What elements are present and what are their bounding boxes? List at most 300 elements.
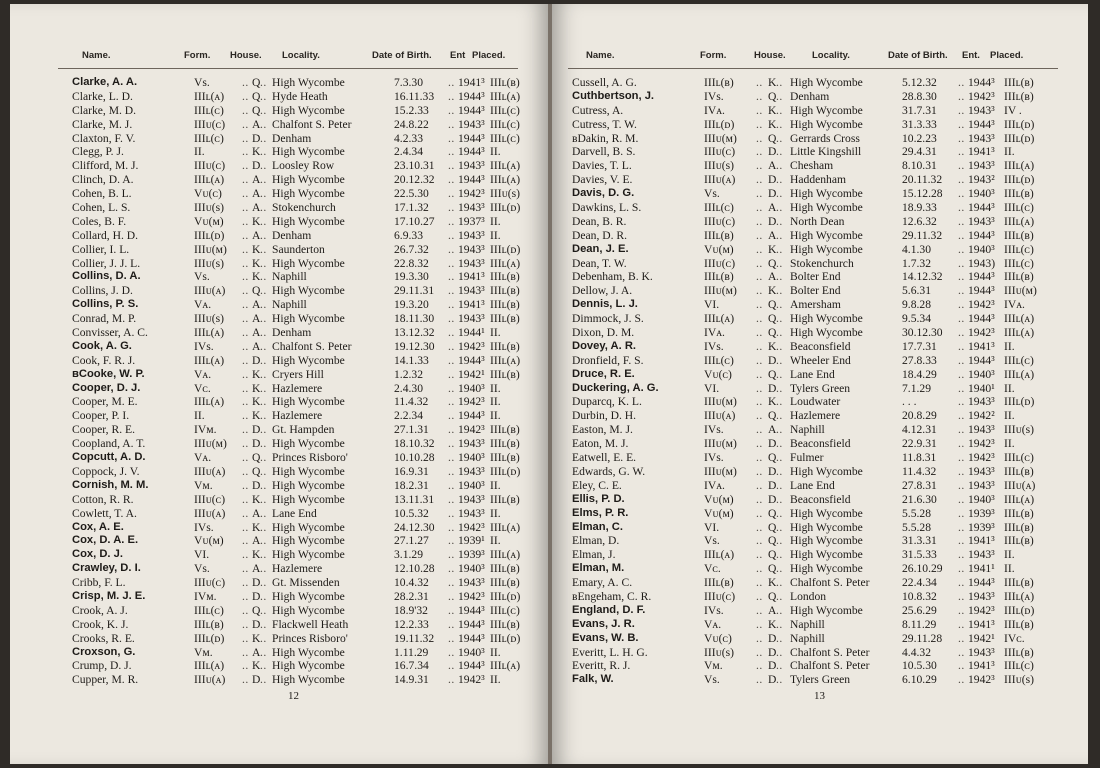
cell-house: K [768, 284, 777, 298]
leader-dots: .. [260, 617, 267, 631]
cell-dob: 18.10.32 [394, 437, 435, 451]
cell-house: D [768, 631, 777, 645]
cell-house: Q [768, 562, 777, 576]
cell-ent: 1943³ [968, 214, 995, 228]
leader-dots: .. [776, 187, 783, 201]
cell-placed: II. [1004, 381, 1015, 395]
cell-locality: Beaconsfield [790, 437, 851, 451]
leader-dots: .. [242, 326, 249, 340]
cell-ent: 1939¹ [458, 534, 485, 548]
cell-house: K [252, 659, 261, 673]
cell-placed: IIIʟ(ᴀ) [1004, 367, 1035, 381]
cell-locality: High Wycombe [272, 548, 345, 562]
leader-dots: .. [448, 437, 455, 451]
leader-dots: .. [242, 464, 249, 478]
leader-dots: .. [776, 506, 783, 520]
cell-name: ʙDakin, R. M. [572, 131, 639, 145]
cell-ent: 1940³ [458, 645, 485, 659]
leader-dots: .. [260, 367, 267, 381]
cell-name: Dennis, L. J. [572, 298, 638, 311]
cell-form: Vᴍ. [704, 659, 723, 673]
leader-dots: .. [242, 284, 249, 298]
cell-name: Ellis, P. D. [572, 492, 625, 505]
leader-dots: .. [776, 284, 783, 298]
cell-house: A [252, 228, 261, 242]
leader-dots: .. [776, 645, 783, 659]
cell-locality: Stokenchurch [272, 201, 336, 215]
leader-dots: .. [776, 131, 783, 145]
cell-placed: II. [490, 506, 501, 520]
leader-dots: .. [776, 256, 783, 270]
cell-placed: IIIʟ(ᴀ) [490, 353, 521, 367]
cell-placed: IIIʟ(ʙ) [490, 270, 520, 284]
cell-dob: 10.5.32 [394, 506, 429, 520]
cell-house: Q [252, 603, 261, 617]
cell-dob: 19.12.30 [394, 339, 435, 353]
leader-dots: .. [260, 214, 267, 228]
cell-locality: Chalfont S. Peter [790, 659, 870, 673]
cell-name: Edwards, G. W. [572, 464, 646, 478]
cell-house: D [768, 187, 777, 201]
leader-dots: .. [756, 492, 763, 506]
cell-ent: 1944¹ [458, 326, 485, 340]
cell-dob: 14.12.32 [902, 270, 943, 284]
leader-dots: .. [448, 242, 455, 256]
cell-form: IIIʟ(ʙ) [704, 270, 734, 284]
leader-dots: .. [776, 326, 783, 340]
cell-locality: Chalfont S. Peter [790, 645, 870, 659]
cell-placed: IIIʟ(ᴀ) [490, 173, 521, 187]
leader-dots: .. [776, 159, 783, 173]
header-rule [58, 68, 518, 69]
cell-locality: Tylers Green [790, 673, 851, 687]
cell-dob: 16.11.33 [394, 89, 435, 103]
cell-name: England, D. F. [572, 603, 646, 616]
cell-house: D [252, 589, 261, 603]
cell-house: D [768, 659, 777, 673]
leader-dots: .. [260, 520, 267, 534]
cell-name: Dellow, J. A. [572, 284, 633, 298]
cell-form: Vᴜ(ᴍ) [194, 214, 224, 228]
leader-dots: .. [260, 576, 267, 590]
cell-ent: 1943³ [458, 312, 485, 326]
cell-dob: 20.8.29 [902, 409, 937, 423]
leader-dots: .. [776, 451, 783, 465]
cell-form: IIIʟ(ᴄ) [194, 603, 224, 617]
cell-locality: High Wycombe [790, 201, 863, 215]
leader-dots: .. [242, 423, 249, 437]
cell-ent: 1937³ [458, 214, 485, 228]
cell-dob: 18.4.29 [902, 367, 937, 381]
leader-dots: .. [756, 395, 763, 409]
cell-house: K [768, 617, 777, 631]
cell-name: Elman, M. [572, 562, 625, 575]
cell-name: Dean, J. E. [572, 242, 629, 255]
cell-placed: IIIʟ(ᴄ) [1004, 451, 1034, 465]
leader-dots: .. [448, 409, 455, 423]
leader-dots: .. [448, 214, 455, 228]
cell-ent: 1944³ [458, 353, 485, 367]
leader-dots: .. [776, 339, 783, 353]
cell-form: Vᴜ(ᴄ) [704, 631, 732, 645]
leader-dots: .. [958, 409, 965, 423]
cell-locality: Denham [272, 228, 312, 242]
cell-ent: 1942³ [458, 423, 485, 437]
cell-form: IIIᴜ(ᴍ) [704, 131, 737, 145]
cell-placed: IIIʟ(ᴄ) [1004, 201, 1034, 215]
leader-dots: .. [756, 339, 763, 353]
cell-locality: Wheeler End [790, 353, 851, 367]
leader-dots: .. [776, 603, 783, 617]
cell-placed: IIIʟ(ᴅ) [1004, 395, 1035, 409]
leader-dots: .. [958, 673, 965, 687]
leader-dots: .. [242, 298, 249, 312]
cell-placed: II. [490, 381, 501, 395]
cell-ent: 1941³ [968, 534, 995, 548]
cell-dob: 12.6.32 [902, 214, 937, 228]
header-placed: Placed. [990, 50, 1024, 61]
leader-dots: .. [448, 117, 455, 131]
right-page [552, 4, 1088, 764]
leader-dots: .. [958, 214, 965, 228]
leader-dots: .. [242, 409, 249, 423]
cell-name: Cox, D. A. E. [72, 534, 139, 547]
cell-name: Davies, V. E. [572, 173, 633, 187]
cell-locality: High Wycombe [790, 228, 863, 242]
cell-locality: High Wycombe [790, 312, 863, 326]
leader-dots: .. [448, 326, 455, 340]
leader-dots: .. [260, 548, 267, 562]
leader-dots: .. [242, 673, 249, 687]
cell-form: IVᴀ. [704, 103, 725, 117]
leader-dots: .. [776, 173, 783, 187]
leader-dots: .. [958, 326, 965, 340]
leader-dots: .. [958, 631, 965, 645]
cell-house: Q [768, 367, 777, 381]
cell-name: Durbin, D. H. [572, 409, 637, 423]
cell-dob: 21.6.30 [902, 492, 937, 506]
cell-house: K [768, 339, 777, 353]
cell-form: IIIᴜ(ᴍ) [704, 464, 737, 478]
cell-locality: High Wycombe [790, 562, 863, 576]
cell-dob: 1.2.32 [394, 367, 423, 381]
cell-form: IIIᴜ(s) [194, 201, 225, 215]
leader-dots: .. [958, 256, 965, 270]
cell-form: IIIʟ(ʙ) [704, 76, 734, 89]
cell-house: A [252, 201, 261, 215]
cell-house: K [252, 548, 261, 562]
cell-placed: IV . [1004, 103, 1022, 117]
cell-locality: High Wycombe [790, 603, 863, 617]
cell-ent: 1942¹ [968, 631, 995, 645]
cell-form: IIIᴜ(ᴀ) [704, 409, 736, 423]
cell-name: Cohen, L. S. [72, 201, 131, 215]
leader-dots: .. [776, 534, 783, 548]
cell-form: IIIᴜ(ᴄ) [194, 117, 226, 131]
leader-dots: .. [448, 89, 455, 103]
cell-locality: High Wycombe [272, 312, 345, 326]
cell-house: D [768, 214, 777, 228]
cell-ent: 1944³ [968, 270, 995, 284]
cell-name: Cupper, M. R. [72, 673, 139, 687]
leader-dots: .. [756, 228, 763, 242]
cell-house: K [252, 492, 261, 506]
cell-dob: 3.1.29 [394, 548, 423, 562]
cell-house: A [252, 117, 261, 131]
cell-dob: 18.11.30 [394, 312, 435, 326]
leader-dots: .. [958, 298, 965, 312]
cell-placed: IIIʟ(ᴅ) [490, 201, 521, 215]
cell-dob: 19.3.20 [394, 298, 429, 312]
cell-placed: II. [490, 478, 501, 492]
cell-ent: 1943³ [968, 423, 995, 437]
leader-dots: .. [958, 423, 965, 437]
cell-name: Everitt, R. J. [572, 659, 631, 673]
leader-dots: .. [260, 326, 267, 340]
cell-ent: 1940³ [458, 562, 485, 576]
cell-ent: 1944³ [458, 103, 485, 117]
leader-dots: .. [242, 562, 249, 576]
cell-name: Duparcq, K. L. [572, 395, 642, 409]
cell-house: A [252, 562, 261, 576]
leader-dots: .. [260, 395, 267, 409]
cell-placed: II. [490, 645, 501, 659]
cell-locality: Saunderton [272, 242, 325, 256]
cell-placed: IIIʟ(ʙ) [1004, 187, 1034, 201]
leader-dots: .. [260, 242, 267, 256]
cell-name: Dawkins, L. S. [572, 201, 642, 215]
cell-dob: 7.1.29 [902, 381, 931, 395]
cell-dob: 13.12.32 [394, 326, 435, 340]
cell-form: IVs. [704, 339, 724, 353]
leader-dots: .. [756, 367, 763, 381]
cell-ent: 1944³ [968, 576, 995, 590]
header-form: Form. [184, 50, 211, 61]
leader-dots: .. [242, 367, 249, 381]
cell-dob: 12.2.33 [394, 617, 429, 631]
cell-ent: 1941³ [968, 339, 995, 353]
cell-ent: 1944³ [968, 201, 995, 215]
cell-house: Q [252, 451, 261, 465]
cell-house: Q [768, 312, 777, 326]
leader-dots: .. [958, 548, 965, 562]
cell-house: Q [768, 298, 777, 312]
cell-name: Cook, A. G. [72, 339, 132, 352]
cell-placed: IIIʟ(ᴀ) [490, 659, 521, 673]
cell-form: IVᴀ. [704, 478, 725, 492]
cell-ent: 1942³ [458, 339, 485, 353]
cell-name: Dixon, D. M. [572, 326, 635, 340]
leader-dots: .. [958, 520, 965, 534]
leader-dots: .. [958, 76, 965, 89]
cell-ent: 1942³ [458, 589, 485, 603]
cell-locality: High Wycombe [272, 659, 345, 673]
cell-ent: 1943³ [968, 395, 995, 409]
cell-form: IVs. [194, 520, 214, 534]
cell-form: IIIᴜ(ᴀ) [194, 506, 226, 520]
cell-dob: 31.3.31 [902, 534, 937, 548]
cell-house: Q [252, 103, 261, 117]
cell-name: Cooper, M. E. [72, 395, 138, 409]
cell-house: Q [768, 131, 777, 145]
cell-name: Cowlett, T. A. [72, 506, 137, 520]
cell-ent: 1939³ [968, 520, 995, 534]
cell-house: A [252, 534, 261, 548]
leader-dots: .. [448, 562, 455, 576]
leader-dots: .. [242, 534, 249, 548]
leader-dots: .. [448, 367, 455, 381]
cell-placed: IIIᴜ(s) [490, 187, 521, 201]
cell-ent: 1942³ [458, 187, 485, 201]
cell-ent: 1943³ [458, 506, 485, 520]
leader-dots: .. [448, 131, 455, 145]
leader-dots: .. [958, 534, 965, 548]
cell-dob: 15.2.33 [394, 103, 429, 117]
cell-house: D [252, 131, 261, 145]
cell-placed: IIIʟ(ᴀ) [490, 520, 521, 534]
cell-placed: IIIʟ(ᴀ) [490, 256, 521, 270]
leader-dots: .. [958, 367, 965, 381]
cell-placed: IIIʟ(ᴅ) [1004, 131, 1035, 145]
cell-ent: 1940³ [968, 367, 995, 381]
cell-form: IIIʟ(ᴀ) [194, 89, 225, 103]
cell-locality: Naphill [272, 270, 307, 284]
cell-locality: Chesham [790, 159, 834, 173]
leader-dots: .. [756, 117, 763, 131]
cell-ent: 1943³ [968, 131, 995, 145]
cell-placed: IIIʟ(ᴅ) [1004, 603, 1035, 617]
cell-locality: High Wycombe [272, 603, 345, 617]
cell-ent: 1942³ [968, 298, 995, 312]
leader-dots: .. [260, 270, 267, 284]
cell-name: Clarke, L. D. [72, 89, 133, 103]
cell-name: Debenham, B. K. [572, 270, 653, 284]
leader-dots: .. [756, 270, 763, 284]
cell-form: IVᴍ. [194, 589, 217, 603]
cell-house: K [252, 256, 261, 270]
leader-dots: .. [260, 284, 267, 298]
cell-form: IVs. [194, 339, 214, 353]
cell-ent: 1940³ [458, 381, 485, 395]
cell-house: K [768, 395, 777, 409]
leader-dots: .. [260, 562, 267, 576]
cell-dob: 24.12.30 [394, 520, 435, 534]
leader-dots: .. [242, 645, 249, 659]
header-locality: Locality. [282, 50, 320, 61]
cell-locality: High Wycombe [272, 534, 345, 548]
leader-dots: .. [242, 381, 249, 395]
cell-placed: IIIʟ(ʙ) [490, 284, 520, 298]
leader-dots: .. [756, 242, 763, 256]
cell-locality: Gt. Missenden [272, 576, 340, 590]
cell-placed: II. [1004, 409, 1015, 423]
leader-dots: .. [242, 520, 249, 534]
cell-placed: IIIʟ(ᴄ) [490, 117, 520, 131]
cell-house: D [768, 492, 777, 506]
cell-dob: 1.11.29 [394, 645, 429, 659]
leader-dots: .. [776, 201, 783, 215]
cell-ent: 1942³ [458, 520, 485, 534]
cell-locality: Hazlemere [272, 381, 323, 395]
cell-form: IIIᴜ(ᴀ) [704, 173, 736, 187]
leader-dots: .. [260, 492, 267, 506]
cell-house: K [252, 409, 261, 423]
cell-placed: IIIʟ(ʙ) [490, 423, 520, 437]
cell-name: Easton, M. J. [572, 423, 633, 437]
leader-dots: .. [958, 339, 965, 353]
cell-name: Collins, D. A. [72, 270, 141, 283]
leader-dots: .. [260, 437, 267, 451]
cell-name: Claxton, F. V. [72, 131, 136, 145]
leader-dots: .. [776, 548, 783, 562]
leader-dots: .. [756, 89, 763, 103]
cell-placed: IIIʟ(ʙ) [1004, 76, 1034, 89]
cell-dob: 10.2.23 [902, 131, 937, 145]
leader-dots: .. [776, 492, 783, 506]
header-locality: Locality. [812, 50, 850, 61]
cell-locality: Lane End [272, 506, 317, 520]
cell-form: IVᴀ. [704, 326, 725, 340]
cell-house: Q [768, 589, 777, 603]
leader-dots: .. [756, 298, 763, 312]
cell-form: IVs. [704, 603, 724, 617]
leader-dots: .. [260, 117, 267, 131]
leader-dots: .. [260, 603, 267, 617]
cell-locality: High Wycombe [272, 76, 345, 89]
leader-dots: .. [448, 464, 455, 478]
cell-dob: 27.8.31 [902, 478, 937, 492]
leader-dots: .. [242, 159, 249, 173]
cell-placed: IIIʟ(ʙ) [1004, 534, 1034, 548]
cell-ent: 1939³ [968, 506, 995, 520]
leader-dots: .. [448, 201, 455, 215]
cell-form: IIIᴜ(ᴄ) [704, 256, 736, 270]
cell-dob: 22.9.31 [902, 437, 937, 451]
header-house: House. [754, 50, 786, 61]
cell-locality: High Wycombe [790, 242, 863, 256]
cell-placed: IIIʟ(ᴅ) [1004, 173, 1035, 187]
cell-ent: 1943³ [458, 284, 485, 298]
cell-form: Vs. [704, 187, 720, 201]
cell-dob: 31.3.33 [902, 117, 937, 131]
leader-dots: .. [242, 228, 249, 242]
cell-dob: 11.4.32 [394, 395, 429, 409]
cell-dob: 30.12.30 [902, 326, 943, 340]
leader-dots: .. [260, 339, 267, 353]
cell-name: Eaton, M. J. [572, 437, 629, 451]
cell-locality: High Wycombe [790, 187, 863, 201]
leader-dots: .. [958, 395, 965, 409]
cell-house: A [768, 603, 777, 617]
leader-dots: .. [776, 395, 783, 409]
cell-dob: 15.12.28 [902, 187, 943, 201]
cell-house: K [252, 631, 261, 645]
cell-dob: 18.9'32 [394, 603, 428, 617]
cell-ent: 1943³ [458, 159, 485, 173]
cell-ent: 1943³ [458, 201, 485, 215]
cell-name: Elms, P. R. [572, 506, 629, 519]
cell-house: A [252, 187, 261, 201]
leader-dots: .. [260, 381, 267, 395]
cell-ent: 1943³ [968, 103, 995, 117]
cell-ent: 1942³ [458, 673, 485, 687]
leader-dots: .. [958, 478, 965, 492]
cell-dob: 16.9.31 [394, 464, 429, 478]
cell-form: Vs. [704, 534, 720, 548]
cell-form: Vᴀ. [194, 367, 212, 381]
cell-form: IIIᴜ(ᴄ) [704, 214, 736, 228]
cell-house: A [768, 423, 777, 437]
